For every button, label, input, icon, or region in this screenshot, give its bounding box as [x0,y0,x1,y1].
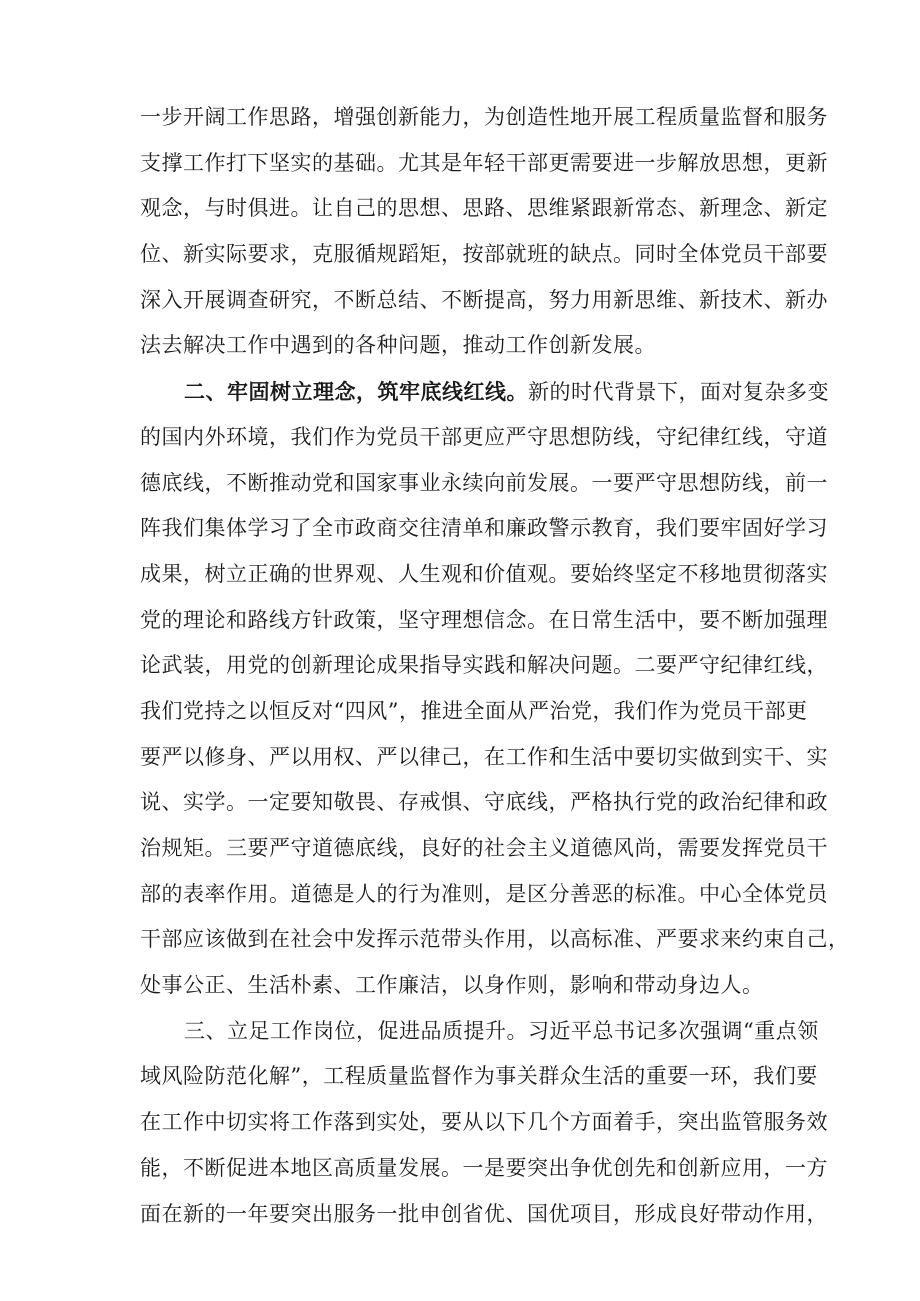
text-line: 干部应该做到在社会中发挥示范带头作用，以高标准、严要求来约束自己， [140,927,850,952]
text-line: 要严以修身、严以用权、严以律己，在工作和生活中要切实做到实干、实 [140,744,828,769]
text-line: 支撑工作打下坚实的基础。尤其是年轻干部更需要进一步解放思想，更新 [140,150,828,175]
text-line: 深入开展调查研究，不断总结、不断提高，努力用新思维、新技术、新办 [140,287,828,312]
text-line: 论武装，用党的创新理论成果指导实践和解决问题。二要严守纪律红线， [140,653,828,678]
text-line: 党的理论和路线方针政策，坚守理想信念。在日常生活中，要不断加强理 [140,607,828,632]
document-body [140,95,850,1237]
text-line: 的国内外环境，我们作为党员干部更应严守思想防线，守纪律红线，守道 [140,424,828,449]
text-line: 能，不断促进本地区高质量发展。一是要突出争优创先和创新应用，一方 [140,1155,828,1180]
text-line: 位、新实际要求，克服循规蹈矩，按部就班的缺点。同时全体党员干部要 [140,242,828,267]
text-line: 法去解决工作中遇到的各种问题，推动工作创新发展。 [140,333,656,358]
heading-line-rest: 新的时代背景下，面对复杂多变 [528,380,829,405]
text-line: 部的表率作用。道德是人的行为准则，是区分善恶的标准。中心全体党员 [140,881,828,906]
text-line: 面在新的一年要突出服务一批申创省优、国优项目，形成良好带动作用， [140,1201,828,1226]
text-line: 德底线，不断推动党和国家事业永续向前发展。一要严守思想防线，前一 [140,470,828,495]
text-line: 说、实学。一定要知敬畏、存戒惧、守底线，严格执行党的政治纪律和政 [140,790,828,815]
text-line [140,369,829,415]
section-heading-line: 三、立足工作岗位，促进品质提升。习近平总书记多次强调“重点领 [184,1018,819,1043]
section-heading: 二、牢固树立理念，筑牢底线红线。 [184,379,528,405]
paragraph-1 [140,95,828,369]
paragraph-3 [140,1009,828,1237]
text-line: 处事公正、生活朴素、工作廉洁，以身作则，影响和带动身边人。 [140,973,764,998]
text-line: 域风险防范化解”，工程质量监督作为事关群众生活的重要一环，我们要 [140,1064,818,1089]
text-line: 一步开阔工作思路，增强创新能力，为创造性地开展工程质量监督和服务 [140,105,828,129]
paragraph-2 [140,369,850,1009]
text-line: 我们党持之以恒反对“四风”，推进全面从严治党，我们作为党员干部更 [140,698,808,723]
text-line: 在工作中切实将工作落到实处，要从以下几个方面着手，突出监管服务效 [140,1110,828,1135]
text-line: 阵我们集体学习了全市政商交往清单和廉政警示教育，我们要牢固好学习 [140,516,828,541]
text-line: 治规矩。三要严守道德底线，良好的社会主义道德风尚，需要发挥党员干 [140,836,828,860]
text-line: 成果，树立正确的世界观、人生观和价值观。要始终坚定不移地贯彻落实 [140,561,828,586]
text-line: 观念，与时俱进。让自己的思想、思路、思维紧跟新常态、新理念、新定 [140,196,828,221]
